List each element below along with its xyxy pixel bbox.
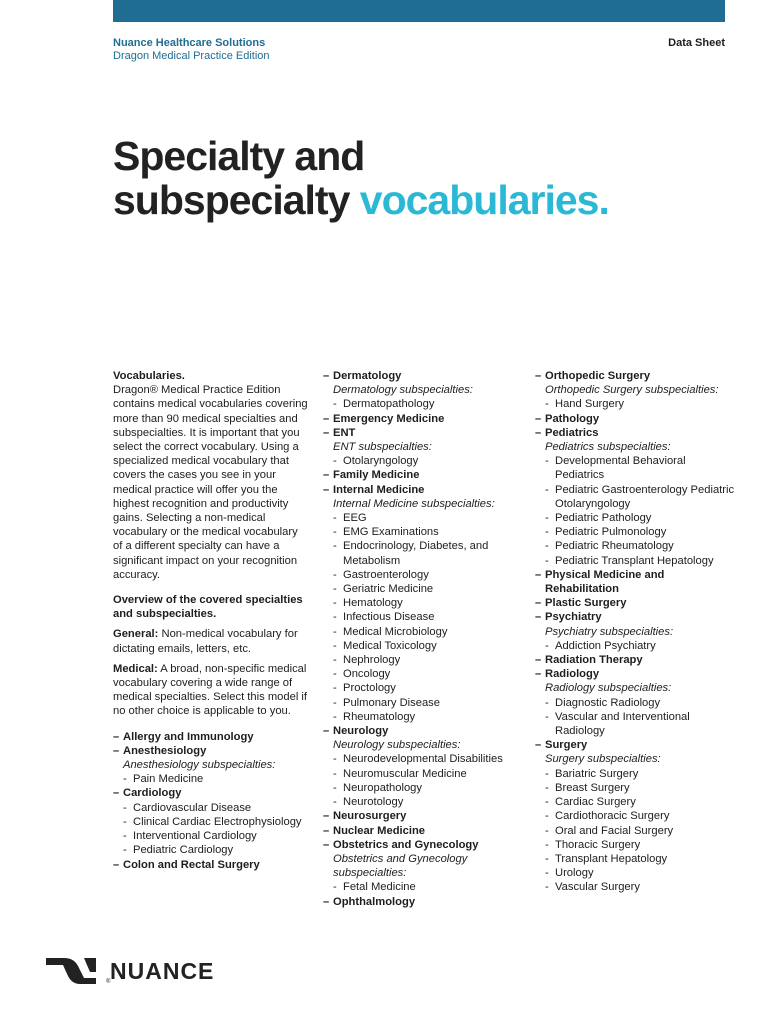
item-text: Hand Surgery (555, 398, 625, 411)
medical-text: A broad, non-specific medical vocabulary covering a wide range of medical specialties. Select this model if no other choice is applicable to you. (113, 662, 308, 718)
item-text: Nephrology (343, 654, 401, 667)
item-text: Pediatrics (545, 426, 599, 439)
item-text: Hematology (343, 597, 403, 610)
item-text: Oncology (343, 668, 391, 681)
specialty-item: – Radiation Therapy (535, 654, 643, 667)
subspecialty-item: - Proctology (333, 682, 396, 695)
subspecialty-item: - Developmental Behavioral Pediatrics (545, 455, 686, 482)
item-text: Fetal Medicine (343, 881, 416, 894)
item-text: Cardiothoracic Surgery (555, 810, 670, 823)
subspecialty-item: - Geriatric Medicine (333, 583, 434, 596)
item-text: Neurotology (343, 796, 404, 809)
title-line-2: subspecialty (113, 177, 360, 223)
subspecialty-item: - Diagnostic Radiology (545, 696, 661, 709)
item-text: Physical Medicine and Rehabilitation (545, 568, 665, 596)
item-text: Pediatric Pathology (555, 512, 652, 525)
item-text: Proctology (343, 682, 396, 695)
subspecialty-item: - Pain Medicine (123, 773, 204, 786)
subspecialty-item: - Pediatric Gastroenterology Pediatric Otolaryngology (545, 483, 735, 510)
page-title (113, 134, 609, 222)
subspecialty-item: - Pediatric Cardiology (123, 844, 234, 857)
subspecialties-label (535, 625, 735, 639)
item-text: Plastic Surgery (545, 597, 627, 610)
subspecialty-item: - Oncology (333, 668, 391, 681)
specialty-item: – Ophthalmology (323, 895, 416, 908)
item-text: Dermatology (333, 370, 402, 382)
item-text: Gastroenterology (343, 568, 429, 581)
registered-mark: ® (106, 979, 111, 985)
specialty-item: – Dermatology (323, 370, 402, 382)
item-text: Anesthesiology subspecialties: (123, 759, 276, 772)
subspecialty-item: - Pediatric Pathology (545, 512, 652, 525)
brand-block (113, 37, 270, 63)
item-text: Psychiatry (545, 611, 602, 624)
item-text: Addiction Psychiatry (555, 639, 656, 652)
subspecialty-item: - Cardiothoracic Surgery (545, 810, 670, 823)
subspecialties-label (535, 752, 735, 766)
specialty-item: – Plastic Surgery (535, 597, 627, 610)
subspecialty-item: - Pediatric Rheumatology (545, 540, 674, 553)
item-text: Psychiatry subspecialties: (545, 625, 674, 638)
specialty-item: – Psychiatry (535, 611, 602, 624)
subspecialties-label (535, 440, 735, 454)
item-text: Pediatric Pulmonology (555, 526, 667, 539)
item-text: ENT subspecialties: (333, 441, 432, 454)
subspecialty-item: - Pulmonary Disease (333, 696, 441, 709)
subspecialty-item: - EMG Examinations (333, 526, 439, 539)
item-text: Surgery (545, 739, 588, 752)
subspecialty-item: - Bariatric Surgery (545, 767, 639, 780)
specialty-item: – Surgery (535, 739, 588, 752)
item-text: Allergy and Immunology (123, 730, 254, 743)
item-text: Ophthalmology (333, 895, 416, 908)
item-text: Endocrinology, Diabetes, and Metabolism (343, 540, 489, 567)
section-heading: Vocabularies. (113, 370, 185, 382)
subspecialty-item: - Gastroenterology (333, 568, 429, 581)
item-text: Orthopedic Surgery (545, 370, 651, 382)
item-text: Clinical Cardiac Electrophysiology (133, 815, 302, 828)
specialty-item: – Internal Medicine (323, 483, 425, 496)
item-text: Medical Microbiology (343, 625, 448, 638)
item-text: Neurosurgery (333, 810, 407, 823)
specialty-item: – Orthopedic Surgery (535, 370, 651, 382)
subspecialty-item: - Otolaryngology (333, 455, 419, 468)
subspecialty-item: - Oral and Facial Surgery (545, 824, 674, 837)
specialty-item: – Neurology (323, 725, 389, 738)
item-text: Medical Toxicology (343, 639, 437, 652)
item-text: Geriatric Medicine (343, 583, 434, 596)
subspecialty-item: - Hand Surgery (545, 398, 625, 411)
specialty-item: – Anesthesiology (113, 744, 207, 757)
product-name: Dragon Medical Practice Edition (113, 50, 270, 62)
specialty-list-1 (113, 730, 308, 872)
item-text: Pathology (545, 412, 600, 425)
item-text: Internal Medicine (333, 483, 425, 496)
item-text: Oral and Facial Surgery (555, 824, 674, 837)
item-text: Neuropathology (343, 781, 422, 794)
overview-heading: Overview of the covered specialties and subspecialties. (113, 594, 303, 621)
item-text: Thoracic Surgery (555, 838, 641, 851)
item-text: Neurodevelopmental Disabilities (343, 753, 503, 766)
column-2 (323, 369, 528, 909)
general-label: General: (113, 628, 159, 641)
subspecialty-item: - Addiction Psychiatry (545, 639, 656, 652)
item-text: Pediatric Rheumatology (555, 540, 674, 553)
subspecialty-item: - Infectious Disease (333, 611, 435, 624)
specialty-list-3 (535, 369, 735, 895)
subspecialty-item: - Medical Toxicology (333, 639, 437, 652)
item-text: Neuromuscular Medicine (343, 767, 467, 780)
subspecialty-item: - Pediatric Transplant Hepatology (545, 554, 714, 567)
specialty-item: – ENT (323, 426, 356, 439)
item-text: Pediatric Transplant Hepatology (555, 554, 714, 567)
item-text: Pulmonary Disease (343, 696, 441, 709)
item-text: Interventional Cardiology (133, 830, 257, 843)
subspecialty-item: - Fetal Medicine (333, 881, 416, 894)
intro-paragraph: Dragon® Medical Practice Edition contains medical vocabularies covering more than 90 medical specialties and subspecialties. It is important that you select the correct vocabulary. Using a specialized medical vocabulary that covers the cases you see in your medical practice will offer you the highest recognition and productivity gains. Selecting a non-medical vocabulary or the medical vocabulary of a different specialty can have a significant impact on your recognition accuracy. (113, 384, 308, 581)
item-text: Nuclear Medicine (333, 824, 426, 837)
item-text: Orthopedic Surgery subspecialties: (545, 384, 719, 397)
title-accent: vocabularies. (359, 177, 609, 223)
subspecialty-item: - Cardiac Surgery (545, 796, 636, 809)
specialty-item: – Neurosurgery (323, 810, 407, 823)
item-text: Family Medicine (333, 469, 420, 482)
item-text: EEG (343, 512, 367, 525)
medical-label: Medical: (113, 662, 158, 675)
medical-description (113, 662, 308, 719)
specialty-item: – Family Medicine (323, 469, 420, 482)
subspecialty-item: - Thoracic Surgery (545, 838, 641, 851)
subspecialty-item: - Neurotology (333, 796, 404, 809)
subspecialty-item: - Clinical Cardiac Electrophysiology (123, 815, 302, 828)
subspecialty-item: - Urology (545, 867, 594, 880)
specialty-item: – Colon and Rectal Surgery (113, 858, 260, 871)
document-type: Data Sheet (668, 37, 725, 49)
subspecialties-label (323, 383, 528, 397)
item-text: EMG Examinations (343, 526, 439, 539)
subspecialties-label (323, 497, 528, 511)
subspecialty-item: - Vascular and Interventional Radiology (545, 710, 690, 738)
item-text: Bariatric Surgery (555, 767, 639, 780)
subspecialty-item: - Cardiovascular Disease (123, 801, 252, 814)
subspecialties-label (323, 738, 528, 752)
item-text: Obstetrics and Gynecology (333, 838, 479, 851)
subspecialty-item: - Neuromuscular Medicine (333, 767, 467, 780)
subspecialty-item: - Neurodevelopmental Disabilities (333, 753, 503, 766)
item-text: Surgery subspecialties: (545, 753, 661, 766)
item-text: Infectious Disease (343, 611, 435, 624)
item-text: Urology (555, 867, 594, 880)
item-text: ENT (333, 426, 356, 439)
specialty-item: – Allergy and Immunology (113, 730, 254, 743)
specialty-item: – Cardiology (113, 787, 182, 800)
item-text: Otolaryngology (343, 455, 419, 468)
item-text: Diagnostic Radiology (555, 696, 661, 709)
specialty-list-2 (323, 369, 528, 909)
specialty-item: – Pathology (535, 412, 600, 425)
column-3 (535, 369, 735, 895)
item-text: Rheumatology (343, 710, 416, 723)
subspecialties-label (323, 440, 528, 454)
subspecialties-label (535, 681, 735, 695)
subspecialty-item: - Dermatopathology (333, 398, 435, 411)
item-text: Radiology (545, 668, 600, 681)
item-text: Breast Surgery (555, 781, 630, 794)
specialty-item: – Pediatrics (535, 426, 599, 439)
item-text: Dermatology subspecialties: (333, 384, 473, 397)
subspecialties-label (323, 852, 528, 880)
specialty-item: – Obstetrics and Gynecology (323, 838, 479, 851)
item-text: Neurology (333, 725, 389, 738)
item-text: Pediatric Gastroenterology Pediatric Otolaryngology (555, 483, 735, 510)
specialty-item: – Nuclear Medicine (323, 824, 426, 837)
item-text: Colon and Rectal Surgery (123, 858, 260, 871)
subspecialty-item: - Interventional Cardiology (123, 830, 257, 843)
item-text: Cardiac Surgery (555, 796, 636, 809)
subspecialty-item: - Hematology (333, 597, 403, 610)
item-text: Cardiovascular Disease (133, 801, 252, 814)
subspecialty-item: - Endocrinology, Diabetes, and Metabolism (333, 540, 489, 567)
title-line-1: Specialty and (113, 133, 365, 179)
subspecialty-item: - Vascular Surgery (545, 881, 640, 894)
specialty-item: – Physical Medicine and Rehabilitation (535, 568, 665, 596)
item-text: Vascular and Interventional Radiology (555, 710, 690, 738)
item-text: Pediatrics subspecialties: (545, 441, 671, 454)
header-band (113, 0, 725, 22)
general-text: Non-medical vocabulary for dictating emails, letters, etc. (113, 628, 298, 655)
subspecialty-item: - Nephrology (333, 654, 401, 667)
subspecialty-item: - Rheumatology (333, 710, 416, 723)
item-text: Pain Medicine (133, 773, 204, 786)
subspecialty-item: - Medical Microbiology (333, 625, 448, 638)
specialty-item: – Radiology (535, 668, 600, 681)
item-text: Developmental Behavioral Pediatrics (555, 455, 686, 482)
subspecialty-item: - EEG (333, 512, 367, 525)
subspecialties-label (535, 383, 735, 397)
item-text: Dermatopathology (343, 398, 435, 411)
item-text: Pediatric Cardiology (133, 844, 234, 857)
item-text: Vascular Surgery (555, 881, 640, 894)
general-description (113, 627, 308, 655)
subspecialty-item: - Neuropathology (333, 781, 422, 794)
specialty-item: – Emergency Medicine (323, 412, 445, 425)
subspecialty-item: - Transplant Hepatology (545, 852, 668, 865)
item-text: Emergency Medicine (333, 412, 445, 425)
item-text: Cardiology (123, 787, 182, 800)
item-text: Neurology subspecialties: (333, 739, 461, 752)
column-1 (113, 369, 308, 872)
item-text: Obstetrics and Gynecology subspecialties: (333, 852, 468, 880)
item-text: Radiation Therapy (545, 654, 643, 667)
subspecialty-item: - Breast Surgery (545, 781, 630, 794)
logo-wordmark: NUANCE (110, 958, 215, 984)
company-name: Nuance Healthcare Solutions (113, 37, 266, 49)
item-text: Radiology subspecialties: (545, 682, 672, 695)
subspecialty-item: - Pediatric Pulmonology (545, 526, 667, 539)
subspecialties-label (113, 758, 308, 772)
item-text: Transplant Hepatology (555, 852, 668, 865)
item-text: Internal Medicine subspecialties: (333, 497, 495, 510)
item-text: Anesthesiology (123, 744, 207, 757)
